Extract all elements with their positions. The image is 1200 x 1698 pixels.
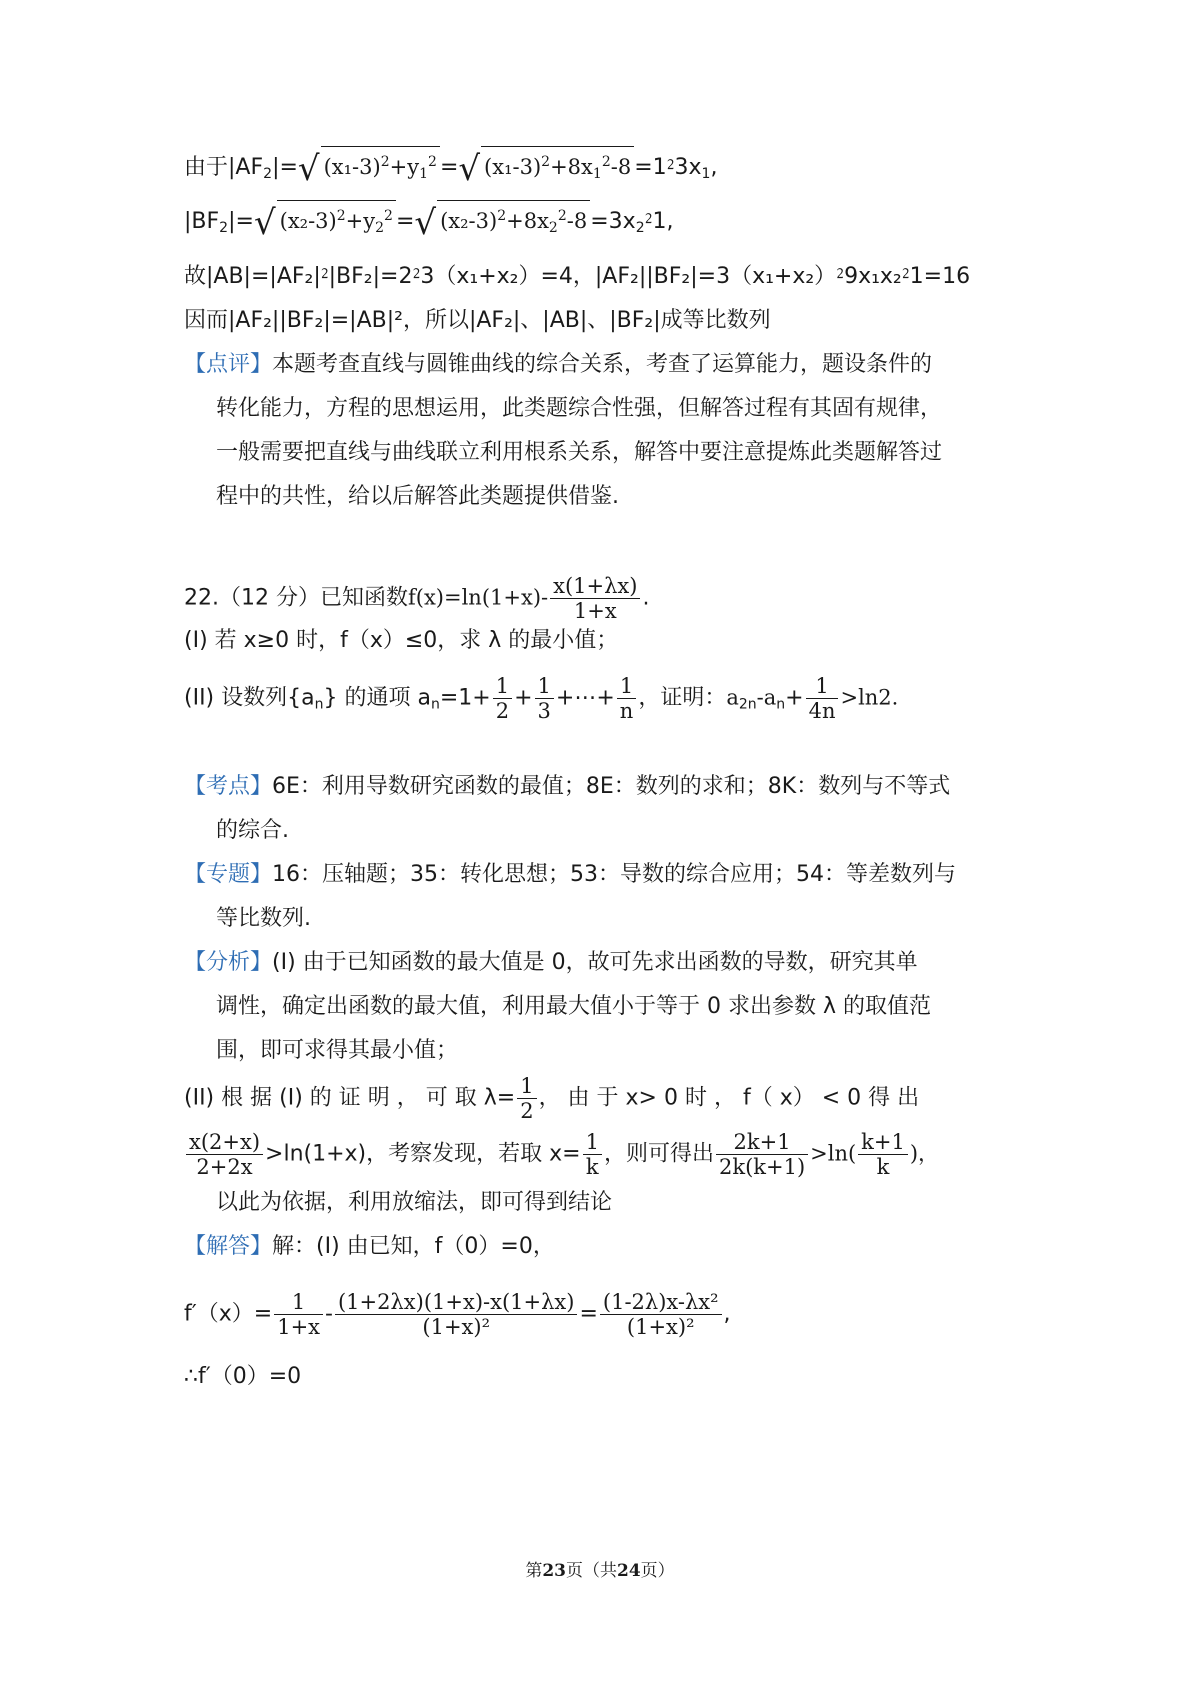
question-22	[184, 574, 649, 623]
fenxi-line-5	[184, 1130, 939, 1179]
zhuanti-line-2: 等比数列.	[216, 906, 311, 931]
text: 2	[375, 220, 385, 236]
question-22-part-2: (II) 设数列$\{a_n\}$ 的通项 $a_n=1+$ $\frac{1}{2}$ + $\frac{1}{3}$ +⋯+ $\frac{1}{n}$ ，证明：$a_{2n}-a_n+$ $\frac{1}{4n}$ >ln2.	[184, 674, 899, 723]
radicand	[481, 146, 634, 189]
fenxi-line-6: 以此为依据，利用放缩法，即可得到结论	[216, 1190, 613, 1215]
text: |=	[272, 155, 298, 180]
text: } 的通项 a	[323, 685, 431, 711]
jieda-tag: 【解答】	[184, 1234, 273, 1259]
text: 2	[541, 154, 551, 170]
text: )，	[909, 1141, 940, 1166]
page-total: 24	[617, 1561, 641, 1581]
text: 1	[535, 674, 554, 699]
text: ⁲1,	[644, 209, 674, 234]
text: 2	[428, 154, 437, 170]
text: 16：压轴题；35：转化思想；53：导数的综合应用；54：等差数列与	[272, 862, 956, 887]
fraction	[274, 1290, 323, 1339]
text: n	[619, 699, 634, 723]
text: 2	[548, 220, 558, 236]
text: ，证明：	[638, 685, 727, 711]
text: 1	[583, 1130, 602, 1155]
text: k+1	[858, 1130, 908, 1155]
fraction	[517, 1074, 536, 1123]
text: (x₂-3)	[279, 209, 337, 233]
text: 1	[617, 674, 637, 699]
text: 2	[520, 1099, 534, 1123]
text: 1	[274, 1290, 323, 1315]
text: 2n	[738, 696, 757, 713]
text: 解：(I) 由已知，f（0）=0，	[272, 1234, 555, 1259]
fraction	[806, 674, 839, 723]
fraction	[617, 674, 637, 723]
text: +8x	[550, 155, 593, 179]
text: (1+x)²	[422, 1315, 491, 1339]
text: |BF	[184, 209, 220, 234]
text: >ln(1+x)，考察发现，若取 x=	[265, 1141, 581, 1167]
jieda-line-1	[184, 1232, 555, 1262]
text: +8x	[506, 209, 549, 233]
radicand	[437, 200, 590, 243]
text: f′（x）=	[184, 1301, 273, 1327]
text: =1⁲3x	[634, 155, 702, 180]
text: x(2+x)	[186, 1130, 263, 1155]
fenxi-line-2: 调性，确定出函数的最大值，利用最大值小于等于 0 求出参数 λ 的取值范	[216, 994, 931, 1019]
derivative-line	[184, 1290, 731, 1339]
text: (x₂-3)	[440, 209, 498, 233]
text: 1+x	[573, 599, 617, 623]
text: n	[430, 696, 440, 713]
text: 第	[525, 1561, 543, 1581]
text: +⋯+	[555, 685, 615, 711]
text: n	[776, 696, 786, 713]
text: +y	[345, 209, 376, 233]
fraction	[550, 574, 640, 623]
text: ,	[710, 155, 718, 180]
text: 1+x	[277, 1315, 321, 1339]
text: =	[579, 1301, 598, 1327]
text: 页（共	[566, 1561, 617, 1581]
text: 2	[635, 220, 645, 236]
text: >ln(	[810, 1141, 857, 1166]
text: +	[785, 685, 804, 711]
line-conclusion: 因而|AF₂||BF₂|=|AB|²，所以|AF₂|、|AB|、|BF₂|成等比数列	[184, 308, 771, 333]
text: k	[585, 1155, 599, 1179]
radicand	[321, 146, 440, 189]
page-number: 23	[542, 1561, 566, 1581]
fenxi-tag: 【分析】	[184, 950, 273, 975]
text: (1-2λ)x-λx²	[600, 1290, 722, 1315]
fraction	[600, 1290, 722, 1339]
review-tag: 【点评】	[184, 352, 273, 377]
text: 1	[592, 166, 602, 182]
text: (1+x)²	[626, 1315, 695, 1339]
text: -8	[610, 155, 632, 179]
review-line-3: 一般需要把直线与曲线联立利用根系关系，解答中要注意提炼此类题解答过	[216, 440, 943, 465]
text: x(1+λx)	[550, 574, 640, 599]
text: >ln2.	[840, 685, 899, 710]
text: 1	[419, 166, 429, 182]
sqrt-icon: √	[297, 149, 320, 189]
text: 6E：利用导数研究函数的最值；8E：数列的求和；8K：数列与不等式	[272, 774, 951, 799]
review-line-2: 转化能力，方程的思想运用，此类题综合性强，但解答过程有其固有规律，	[216, 396, 943, 421]
fraction	[716, 1130, 808, 1179]
sqrt-icon: √	[458, 149, 481, 189]
text: =	[439, 155, 459, 180]
text: (II) 根 据 (I) 的 证 明 ， 可 取 λ=	[184, 1085, 516, 1111]
review-line-4: 程中的共性，给以后解答此类题提供借鉴.	[216, 484, 619, 509]
text: 2	[497, 208, 507, 224]
kaodian-line-2: 的综合.	[216, 818, 289, 843]
text: (1+2λx)(1+x)-x(1+λx)	[335, 1290, 577, 1315]
text: 2+2x	[196, 1155, 253, 1179]
text: 1	[701, 166, 711, 182]
text: a	[726, 685, 739, 710]
fraction	[493, 674, 512, 723]
text: 本题考查直线与圆锥曲线的综合关系，考查了运算能力，题设条件的	[272, 352, 933, 377]
text: ,	[723, 1301, 731, 1327]
fenxi-line-4	[184, 1074, 919, 1123]
text: -8	[566, 209, 588, 233]
text: 1	[493, 674, 512, 699]
page-footer	[0, 1556, 1200, 1581]
zhuanti-tag: 【专题】	[184, 862, 273, 887]
text: 2	[384, 208, 393, 224]
text: (x₁-3)	[484, 155, 542, 179]
text: (I) 由于已知函数的最大值是 0，故可先求出函数的导数，研究其单	[272, 950, 918, 975]
fenxi-line-3: 围，即可求得其最小值；	[216, 1038, 459, 1063]
text: 页）	[640, 1561, 675, 1581]
text: 2	[601, 154, 611, 170]
zhuanti-line-1	[184, 860, 956, 890]
sqrt-icon: √	[253, 203, 276, 243]
question-22-part-1: (I) 若 x≥0 时，f（x）≤0，求 λ 的最小值；	[184, 628, 619, 653]
text: 2	[380, 154, 390, 170]
text: 2k+1	[716, 1130, 808, 1155]
text: +y	[389, 155, 420, 179]
text: ， 由 于 x> 0 时 ， f（ x） < 0 得 出	[538, 1085, 920, 1111]
kaodian-tag: 【考点】	[184, 774, 273, 799]
review-line-1	[184, 350, 932, 380]
text: .	[642, 585, 650, 611]
text: 2	[263, 166, 273, 182]
text: 3	[537, 699, 551, 723]
text: 由于	[184, 155, 229, 180]
text: f(x)=ln(1+x)-	[407, 585, 549, 610]
text: 2k(k+1)	[718, 1155, 806, 1179]
text: 2	[495, 699, 510, 723]
text: -	[325, 1301, 333, 1327]
text: -a	[756, 685, 777, 710]
fraction	[583, 1130, 602, 1179]
text: (x₁-3)	[323, 155, 381, 179]
line-af2	[184, 146, 717, 189]
text: |AF	[228, 155, 264, 180]
radicand	[277, 200, 396, 243]
text: =3x	[590, 209, 636, 234]
fraction	[858, 1130, 908, 1179]
text: 22.（12 分）已知函数	[184, 585, 408, 611]
fenxi-line-1	[184, 948, 918, 978]
line-bf2	[184, 200, 674, 243]
fraction	[335, 1290, 577, 1339]
kaodian-line-1	[184, 772, 950, 802]
sqrt-icon: √	[414, 203, 437, 243]
text: n	[314, 696, 324, 713]
fraction	[186, 1130, 263, 1179]
text: 4n	[808, 699, 836, 723]
text: =1+	[439, 685, 491, 711]
text: (II) 设数列{a	[184, 685, 315, 711]
fraction	[535, 674, 554, 723]
text: ，则可得出	[603, 1141, 714, 1167]
text: |=	[228, 209, 254, 234]
text: 1	[517, 1074, 536, 1099]
text: 2	[336, 208, 346, 224]
therefore-line: ∴f′（0）=0	[184, 1364, 302, 1389]
text: 2	[219, 220, 229, 236]
text: 1	[806, 674, 839, 699]
text: =	[395, 209, 415, 234]
line-ab: 故|AB|=|AF₂|⁲|BF₂|=2⁲3（x₁+x₂）=4，|AF₂||BF₂|=3（x₁+x₂）⁲9x₁x₂⁲1=16	[184, 264, 971, 289]
text: 2	[557, 208, 567, 224]
text: k	[876, 1155, 890, 1179]
